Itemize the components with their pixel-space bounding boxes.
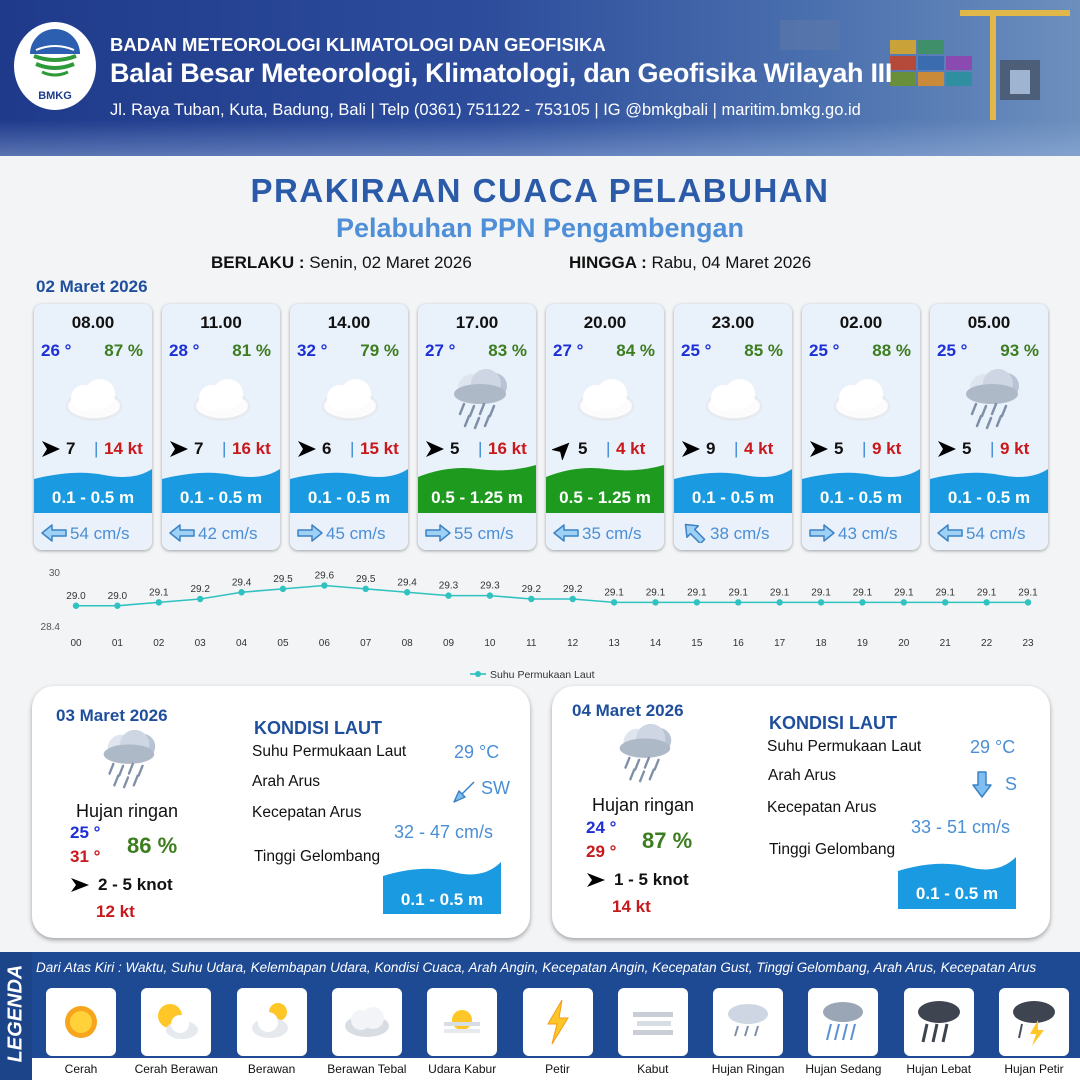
wave-height: 0.1 - 0.5 m <box>819 488 903 507</box>
sun-cloud-icon <box>150 996 202 1048</box>
x-tick-label: 20 <box>898 638 910 649</box>
x-tick-label: 05 <box>277 638 289 649</box>
data-label: 29.6 <box>314 570 335 582</box>
sun-icon <box>55 996 107 1048</box>
humidity: 84 % <box>616 341 655 360</box>
data-point <box>363 586 369 592</box>
legend-item <box>618 988 688 1056</box>
page-title: PRAKIRAAN CUACA PELABUHAN <box>250 172 830 209</box>
current-speed-label: Kecepatan Arus <box>252 804 362 821</box>
wave-label: Tinggi Gelombang <box>254 848 381 865</box>
valid-from-value: Senin, 02 Maret 2026 <box>309 253 472 272</box>
data-label: 29.4 <box>397 577 417 589</box>
separator: | <box>990 439 995 458</box>
wind-arrow-icon <box>70 875 90 895</box>
separator: | <box>222 439 227 458</box>
humidity: 87 % <box>104 341 143 360</box>
current-row <box>162 513 280 550</box>
data-label: 29.1 <box>811 587 831 599</box>
org-name-line1: BADAN METEOROLOGI KLIMATOLOGI DAN GEOFISIKA <box>110 34 606 55</box>
wind-speed: 5 <box>578 439 588 458</box>
sst-value: 29 °C <box>970 737 1016 757</box>
current-row <box>290 513 408 550</box>
x-tick-label: 04 <box>236 638 248 649</box>
data-point <box>404 589 410 595</box>
current-speed: 54 cm/s <box>966 524 1026 543</box>
day-wind: 1 - 5 knot <box>614 870 689 889</box>
legend-item-label: Petir <box>545 1062 570 1076</box>
sst-label: Suhu Permukaan Laut <box>767 738 922 755</box>
day-temp-min: 25 ° <box>70 823 101 842</box>
gust-speed: 4 kt <box>616 439 646 458</box>
data-label: 29.0 <box>107 590 128 602</box>
x-tick-label: 10 <box>484 638 496 649</box>
day-temp-max: 29 ° <box>586 842 617 861</box>
heavy-rain-icon <box>913 996 965 1048</box>
wind-speed: 5 <box>450 439 460 458</box>
data-point <box>445 592 451 598</box>
legend-item <box>999 988 1069 1056</box>
current-arrow-icon <box>808 523 836 543</box>
x-tick-label: 07 <box>360 638 372 649</box>
cloud-icon <box>826 368 898 432</box>
data-point <box>859 599 865 605</box>
light-rain-icon <box>722 996 774 1048</box>
current-speed: 43 cm/s <box>838 524 898 543</box>
current-row <box>34 513 152 550</box>
wind-arrow-icon <box>808 438 830 460</box>
legend-item-label: Udara Kabur <box>428 1062 497 1076</box>
humidity: 85 % <box>744 341 783 360</box>
gust-speed: 15 kt <box>360 439 399 458</box>
forecast-time: 14.00 <box>327 313 371 332</box>
current-speed-value: 33 - 51 cm/s <box>911 817 1011 837</box>
data-point <box>156 599 162 605</box>
forecast-card <box>802 304 920 550</box>
gust-speed: 16 kt <box>232 439 271 458</box>
lightning-icon <box>532 996 584 1048</box>
data-label: 29.5 <box>356 573 376 585</box>
data-point <box>735 599 741 605</box>
legend-item <box>808 988 878 1056</box>
forecast-time: 11.00 <box>200 313 242 332</box>
data-label: 29.4 <box>231 577 252 589</box>
cloud-icon <box>570 368 642 432</box>
separator: | <box>94 439 99 458</box>
legend-item <box>46 988 116 1056</box>
humidity: 83 % <box>488 341 527 360</box>
legend-item-label: Hujan Lebat <box>906 1062 972 1076</box>
current-arrow-sw-icon <box>450 778 478 806</box>
day-gust: 12 kt <box>96 902 135 921</box>
wave-height: 0.5 - 1.25 m <box>431 488 523 507</box>
x-tick-label: 06 <box>318 638 330 649</box>
wind-arrow-icon <box>296 438 318 460</box>
wind-arrow-icon <box>586 870 606 890</box>
data-point <box>528 596 534 602</box>
valid-from <box>211 253 472 273</box>
current-row <box>674 513 792 550</box>
data-point <box>73 603 79 609</box>
current-speed: 38 cm/s <box>710 524 770 543</box>
rain-icon <box>954 368 1026 432</box>
data-label: 29.1 <box>645 587 666 599</box>
moderate-rain-icon <box>817 996 869 1048</box>
x-tick-label: 03 <box>194 638 206 649</box>
wind-arrow-icon <box>40 438 62 460</box>
valid-from-label: BERLAKU : <box>211 253 305 272</box>
wind-arrow-icon <box>168 438 190 460</box>
separator: | <box>478 439 483 458</box>
legend-item-label: Kabut <box>637 1062 669 1076</box>
data-point <box>487 592 493 598</box>
forecast-time: 20.00 <box>583 313 627 332</box>
cloud-sun-icon <box>246 996 298 1048</box>
current-row <box>418 513 536 550</box>
data-label: 29.1 <box>1018 587 1038 599</box>
wave-height: 0.1 - 0.5 m <box>307 488 391 507</box>
data-point <box>901 599 907 605</box>
valid-to <box>569 253 811 273</box>
current-arrow-icon <box>680 523 708 543</box>
wind-arrow-icon <box>552 438 574 460</box>
wind-speed: 6 <box>322 439 332 458</box>
wave-height: 0.1 - 0.5 m <box>51 488 135 507</box>
day-condition: Hujan ringan <box>592 795 695 815</box>
forecast-card <box>34 304 152 550</box>
air-temp: 27 ° <box>425 341 456 360</box>
forecast-card <box>290 304 408 550</box>
current-speed-label: Kecepatan Arus <box>767 799 877 816</box>
cloud-icon <box>698 368 770 432</box>
data-point <box>694 599 700 605</box>
current-speed: 42 cm/s <box>198 524 258 543</box>
port-name: Pelabuhan PPN Pengambengan <box>335 213 745 243</box>
x-tick-label: 09 <box>442 638 455 649</box>
sst-label: Suhu Permukaan Laut <box>252 743 407 760</box>
day-date: 04 Maret 2026 <box>572 701 684 720</box>
rain-icon <box>608 722 678 786</box>
wind-speed: 9 <box>706 439 716 458</box>
wave-value: 0.1 - 0.5 m <box>915 884 999 903</box>
x-tick-label: 17 <box>774 638 786 649</box>
x-tick-label: 14 <box>649 638 662 649</box>
legend-marker-icon <box>475 671 481 677</box>
wave-height: 0.5 - 1.25 m <box>559 488 651 507</box>
rain-icon <box>92 728 162 792</box>
org-name-line2: Balai Besar Meteorologi, Klimatologi, dan Geofisika Wilayah III <box>110 58 893 88</box>
data-point <box>114 603 120 609</box>
air-temp: 25 ° <box>937 341 968 360</box>
sst-series-line <box>76 586 1028 606</box>
x-tick-label: 02 <box>153 638 165 649</box>
valid-to-value: Rabu, 04 Maret 2026 <box>651 253 812 272</box>
current-row <box>802 513 920 550</box>
data-point <box>1025 599 1031 605</box>
x-tick-label: 22 <box>981 638 993 649</box>
x-tick-label: 15 <box>691 638 703 649</box>
current-dir-value: SW <box>481 778 510 798</box>
day-condition: Hujan ringan <box>76 801 179 821</box>
x-tick-label: 08 <box>401 638 413 649</box>
day-date: 03 Maret 2026 <box>56 706 168 725</box>
data-point <box>776 599 782 605</box>
legend-item <box>713 988 783 1056</box>
data-point <box>569 596 575 602</box>
data-point <box>197 596 203 602</box>
humidity: 79 % <box>360 341 399 360</box>
forecast-time: 08.00 <box>71 313 115 332</box>
current-arrow-icon <box>168 523 196 543</box>
day-wind: 2 - 5 knot <box>98 875 173 894</box>
legend-item <box>904 988 974 1056</box>
wave-value: 0.1 - 0.5 m <box>400 890 484 909</box>
forecast-card <box>162 304 280 550</box>
forecast-time: 23.00 <box>711 313 755 332</box>
legend-item <box>237 988 307 1056</box>
current-dir-label: Arah Arus <box>768 767 837 784</box>
gust-speed: 14 kt <box>104 439 143 458</box>
current-arrow-icon <box>296 523 324 543</box>
data-point <box>611 599 617 605</box>
air-temp: 25 ° <box>681 341 712 360</box>
x-tick-label: 12 <box>567 638 579 649</box>
current-speed: 45 cm/s <box>326 524 386 543</box>
current-arrow-icon <box>424 523 452 543</box>
x-tick-label: 00 <box>70 638 82 649</box>
rain-icon <box>442 368 514 432</box>
legend-description: Dari Atas Kiri : Waktu, Suhu Udara, Kelembapan Udara, Kondisi Cuaca, Arah Angin, Kecepatan Angin, Kecepatan Gust, Tinggi Gelombang, Arah Arus, Kecepatan Arus <box>36 960 1037 975</box>
separator: | <box>606 439 611 458</box>
x-tick-label: 01 <box>111 638 123 649</box>
current-speed: 55 cm/s <box>454 524 514 543</box>
header-floor <box>0 120 1080 156</box>
x-tick-label: 16 <box>732 638 744 649</box>
gust-speed: 4 kt <box>744 439 774 458</box>
thick-cloud-icon <box>341 996 393 1048</box>
legend-label: Suhu Permukaan Laut <box>490 669 595 681</box>
data-label: 29.2 <box>562 584 583 595</box>
day-gust: 14 kt <box>612 897 651 916</box>
air-temp: 27 ° <box>553 341 584 360</box>
forecast-time: 17.00 <box>455 313 499 332</box>
x-tick-label: 19 <box>856 638 868 649</box>
day-temp-max: 31 ° <box>70 847 101 866</box>
fog-icon <box>627 996 679 1048</box>
forecast-card <box>546 304 664 550</box>
day-panel-2 <box>552 686 1050 938</box>
current-speed: 54 cm/s <box>70 524 130 543</box>
x-tick-label: 13 <box>608 638 620 649</box>
forecast-card <box>930 304 1048 550</box>
data-point <box>238 589 244 595</box>
day-panel-1 <box>32 686 530 938</box>
data-label: 29.3 <box>438 580 459 592</box>
sst-chart <box>30 564 1050 684</box>
air-temp: 26 ° <box>41 341 72 360</box>
air-temp: 25 ° <box>809 341 840 360</box>
wind-speed: 7 <box>194 439 204 458</box>
legend-item-label: Berawan Tebal <box>327 1062 407 1076</box>
legend-item-label: Hujan Sedang <box>805 1062 882 1076</box>
legend-item <box>141 988 211 1056</box>
y-tick-label: 30 <box>48 568 60 579</box>
current-dir-label: Arah Arus <box>252 773 321 790</box>
data-label: 29.2 <box>521 584 542 595</box>
humidity: 81 % <box>232 341 271 360</box>
legend-item-label: Cerah Berawan <box>134 1062 218 1076</box>
data-point <box>942 599 948 605</box>
forecast-time: 02.00 <box>839 313 883 332</box>
gust-speed: 9 kt <box>872 439 902 458</box>
cloud-icon <box>186 368 258 432</box>
wind-arrow-icon <box>680 438 702 460</box>
wave-height: 0.1 - 0.5 m <box>691 488 775 507</box>
legend-item <box>427 988 497 1056</box>
data-label: 29.1 <box>604 587 624 599</box>
bmkg-logo <box>14 22 96 110</box>
legend-item <box>332 988 402 1056</box>
x-tick-label: 21 <box>939 638 951 649</box>
sea-condition-title: KONDISI LAUT <box>254 718 382 738</box>
current-arrow-s-icon <box>971 770 993 800</box>
data-label: 29.5 <box>273 573 293 585</box>
day-humidity: 86 % <box>127 833 178 858</box>
data-label: 29.1 <box>852 587 873 599</box>
cloud-icon <box>58 368 130 432</box>
x-tick-label: 18 <box>815 638 827 649</box>
legend-side <box>0 952 32 1080</box>
logo-label: BMKG <box>38 90 72 102</box>
legend-title: LEGENDA <box>4 964 27 1063</box>
data-label: 29.1 <box>769 587 790 599</box>
data-point <box>983 599 989 605</box>
day-temp-min: 24 ° <box>586 818 617 837</box>
globe-icon <box>14 22 96 88</box>
forecast-card <box>418 304 536 550</box>
current-arrow-icon <box>40 523 68 543</box>
data-label: 29.2 <box>190 584 210 595</box>
air-temp: 32 ° <box>297 341 328 360</box>
y-tick-label: 28.4 <box>40 622 60 633</box>
humidity: 88 % <box>872 341 911 360</box>
wind-speed: 7 <box>66 439 76 458</box>
data-label: 29.1 <box>976 587 997 599</box>
separator: | <box>350 439 355 458</box>
humidity: 93 % <box>1000 341 1039 360</box>
forecast-time: 05.00 <box>967 313 1011 332</box>
separator: | <box>734 439 739 458</box>
wind-arrow-icon <box>424 438 446 460</box>
org-contact: Jl. Raya Tuban, Kuta, Badung, Bali | Telp (0361) 751122 - 753105 | IG @bmkgbali | maritim.bmkg.go.id <box>110 101 861 119</box>
current-speed: 35 cm/s <box>582 524 642 543</box>
x-tick-label: 11 <box>526 638 537 649</box>
legend-item-label: Berawan <box>247 1062 296 1076</box>
day-humidity: 87 % <box>642 828 693 853</box>
gust-speed: 9 kt <box>1000 439 1030 458</box>
sea-condition-title: KONDISI LAUT <box>769 713 897 733</box>
current-arrow-icon <box>552 523 580 543</box>
gust-speed: 16 kt <box>488 439 527 458</box>
data-point <box>818 599 824 605</box>
current-row <box>546 513 664 550</box>
day1-date: 02 Maret 2026 <box>36 277 148 296</box>
wave-label: Tinggi Gelombang <box>769 841 896 858</box>
data-point <box>652 599 658 605</box>
wave-height: 0.1 - 0.5 m <box>947 488 1031 507</box>
wind-speed: 5 <box>834 439 844 458</box>
separator: | <box>862 439 867 458</box>
forecast-card <box>674 304 792 550</box>
data-label: 29.3 <box>480 580 500 592</box>
data-label: 29.0 <box>66 590 86 602</box>
wind-speed: 5 <box>962 439 972 458</box>
data-label: 29.1 <box>894 587 914 599</box>
data-point <box>321 582 327 588</box>
data-label: 29.1 <box>149 587 169 599</box>
header-banner <box>0 0 1080 156</box>
current-speed-value: 32 - 47 cm/s <box>394 822 494 842</box>
cloud-icon <box>314 368 386 432</box>
air-temp: 28 ° <box>169 341 200 360</box>
data-label: 29.1 <box>935 587 955 599</box>
data-label: 29.1 <box>687 587 707 599</box>
current-row <box>930 513 1048 550</box>
x-tick-label: 23 <box>1022 638 1034 649</box>
data-label: 29.1 <box>728 587 748 599</box>
thunderstorm-icon <box>1008 996 1060 1048</box>
legend-item-label: Hujan Petir <box>1004 1062 1064 1076</box>
wind-arrow-icon <box>936 438 958 460</box>
legend-item <box>523 988 593 1056</box>
current-dir-value: S <box>1005 774 1018 794</box>
haze-icon <box>436 996 488 1048</box>
sst-value: 29 °C <box>454 742 500 762</box>
legend-item-label: Hujan Ringan <box>711 1062 785 1076</box>
data-point <box>280 586 286 592</box>
valid-to-label: HINGGA : <box>569 253 647 272</box>
current-arrow-icon <box>936 523 964 543</box>
wave-height: 0.1 - 0.5 m <box>179 488 263 507</box>
legend-item-label: Cerah <box>64 1062 98 1076</box>
